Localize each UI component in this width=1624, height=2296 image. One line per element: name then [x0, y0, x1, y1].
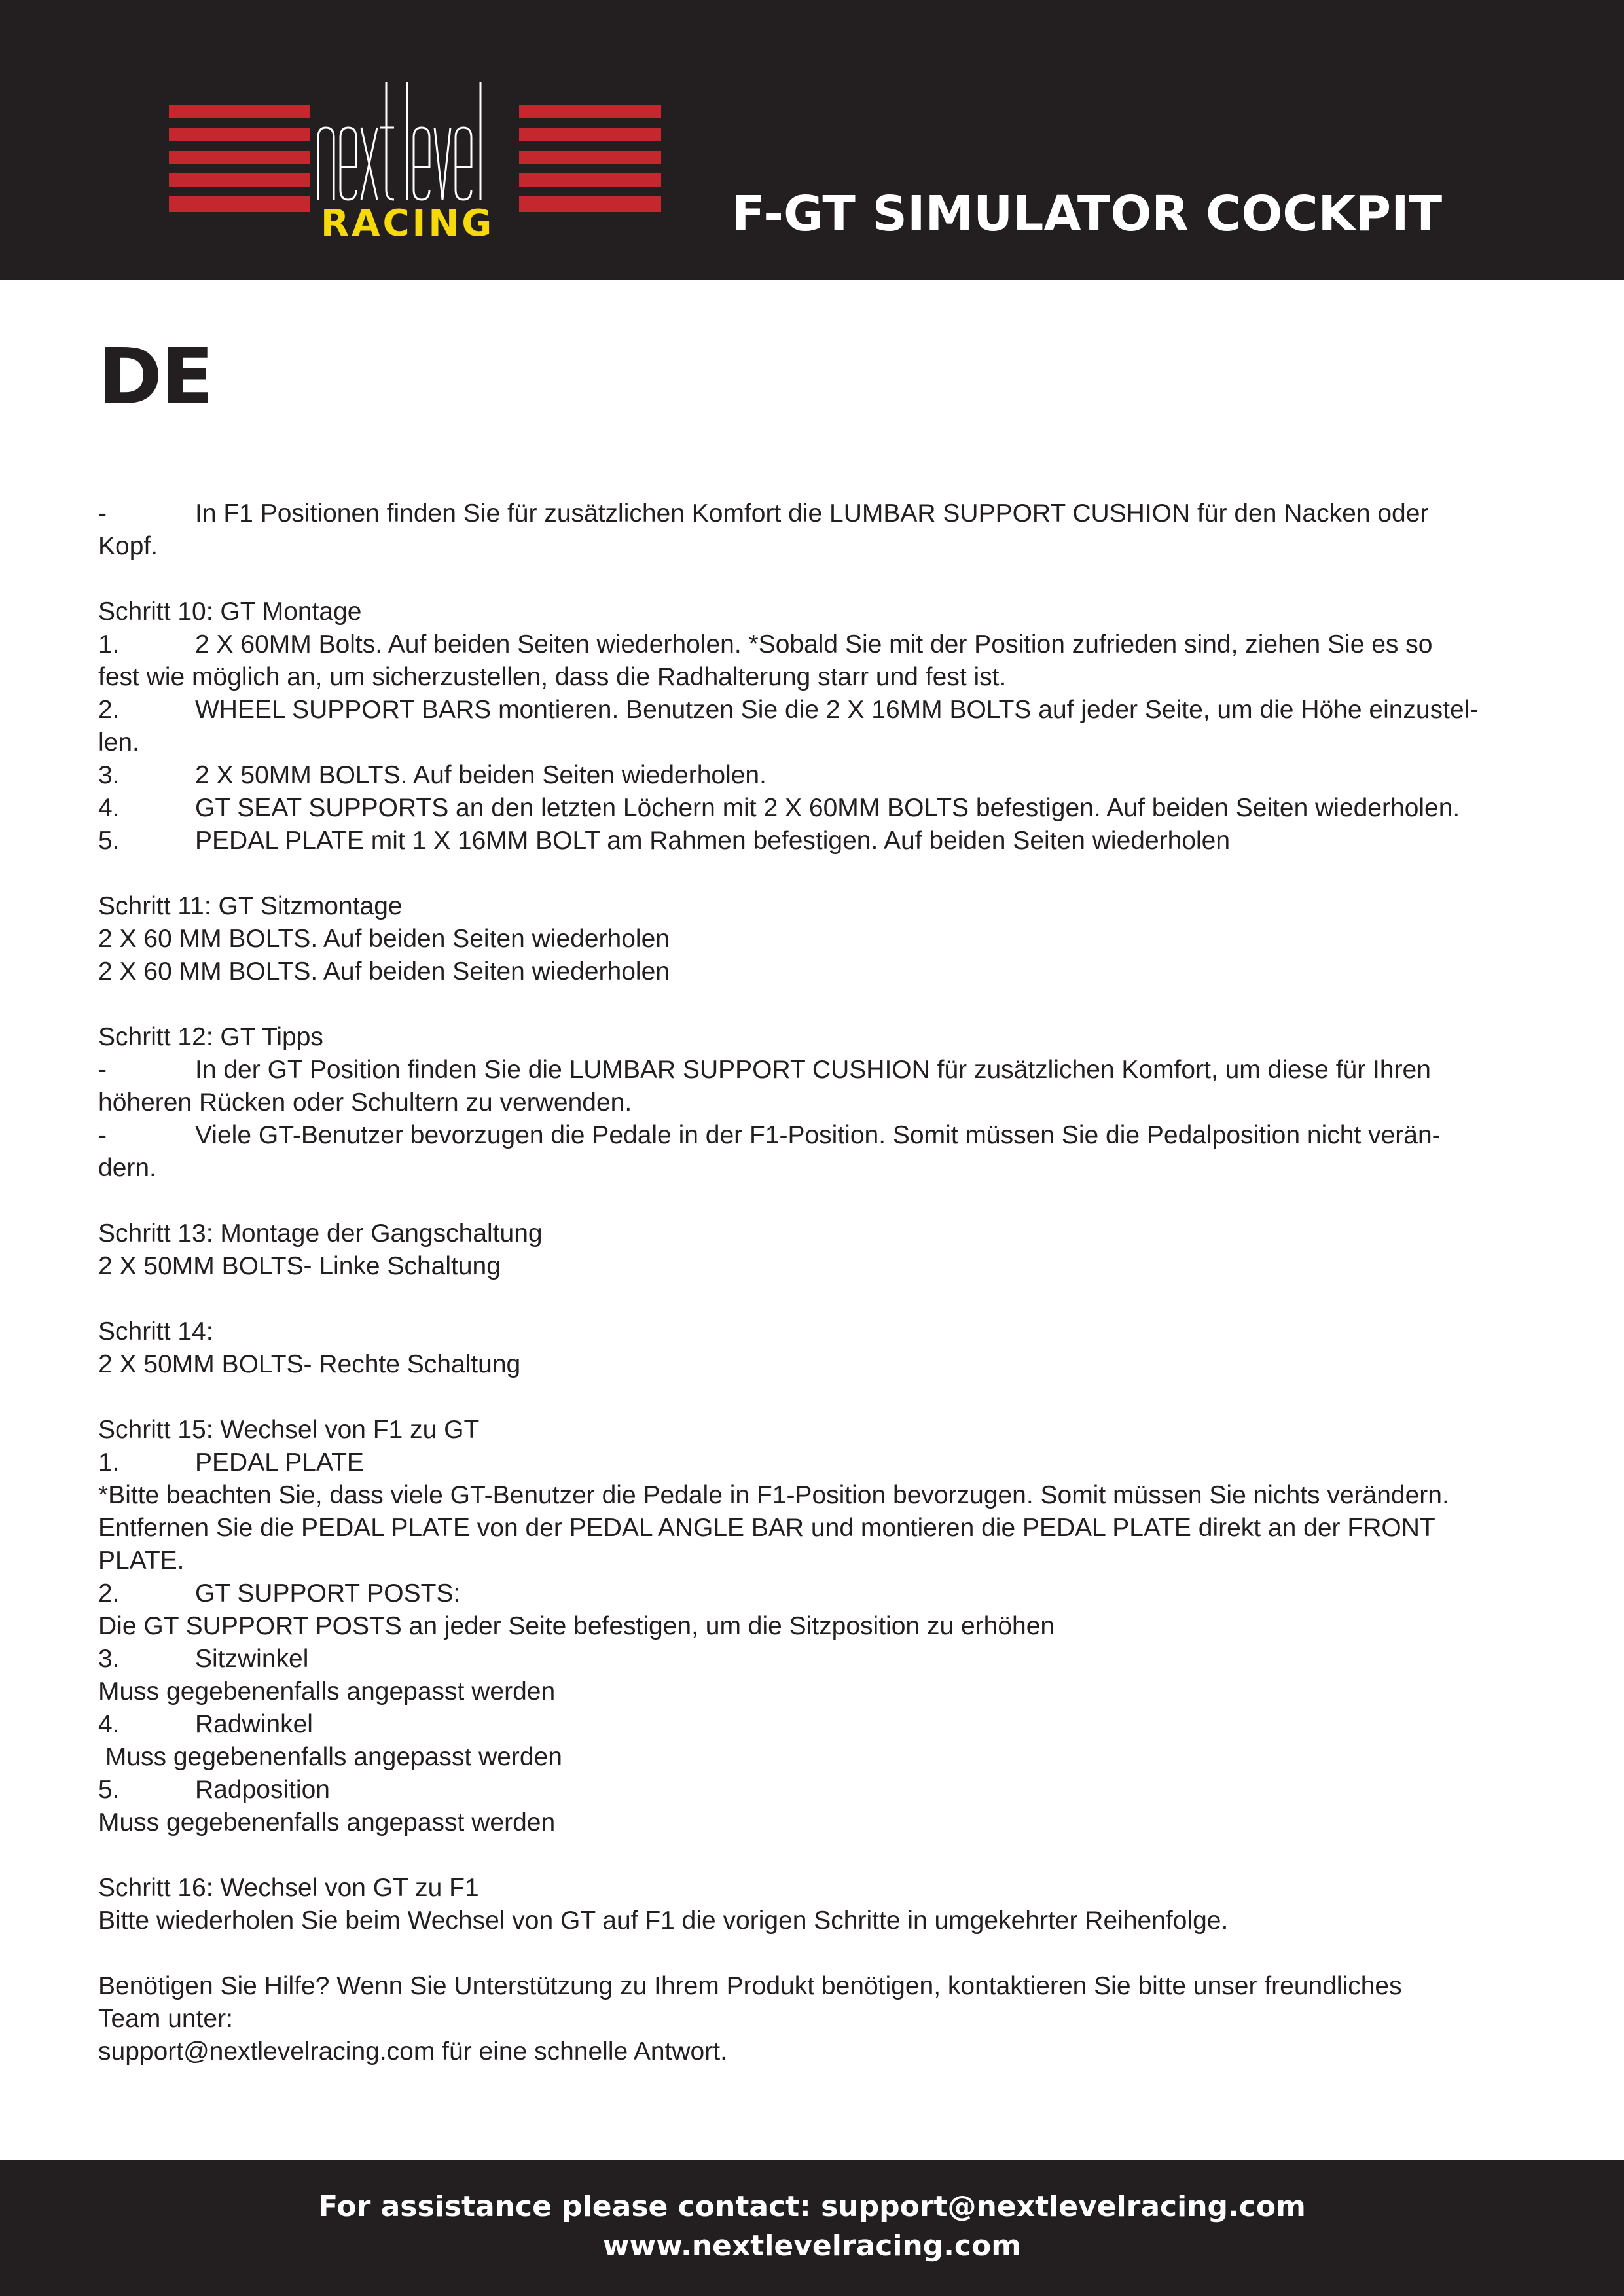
- language-heading: DE: [98, 331, 213, 422]
- item-text: GT SEAT SUPPORTS an den letzten Löchern mit 2 X 60MM BOLTS befestigen. Auf beiden Seiten wiederholen.: [195, 794, 1460, 822]
- intro-item: [98, 497, 1525, 530]
- step-10-item: [98, 759, 1525, 792]
- item-text: Radposition: [195, 1776, 330, 1804]
- item-text-cont: dern.: [98, 1154, 156, 1182]
- item-text: Viele GT-Benutzer bevorzugen die Pedale in der F1-Position. Somit müssen Sie die Pedalposition nicht verän-: [195, 1121, 1441, 1149]
- step-15-item: [98, 1708, 1525, 1741]
- intro-text-cont: Kopf.: [98, 532, 158, 560]
- intro-text: In F1 Positionen finden Sie für zusätzlichen Komfort die LUMBAR SUPPORT CUSHION für den Nacken oder: [195, 499, 1429, 528]
- header-bar: [0, 0, 1624, 280]
- bullet-marker: -: [98, 1121, 107, 1149]
- footer-bar: [0, 2160, 1624, 2296]
- item-text: PEDAL PLATE: [195, 1448, 364, 1477]
- bullet-marker: -: [98, 499, 107, 528]
- item-number: 2.: [98, 696, 120, 724]
- item-text: In der GT Position finden Sie die LUMBAR SUPPORT CUSHION für zusätzlichen Komfort, um diese für Ihren: [195, 1056, 1431, 1084]
- step-14-title: Schritt 14:: [98, 1318, 213, 1346]
- step-14-line: 2 X 50MM BOLTS- Rechte Schaltung: [98, 1350, 521, 1378]
- step-11-title: Schritt 11: GT Sitzmontage: [98, 892, 403, 920]
- step-16-line: Bitte wiederholen Sie beim Wechsel von GT auf F1 die vorigen Schritte in umgekehrter Reihenfolge.: [98, 1907, 1229, 1935]
- step-10-item: [98, 825, 1525, 857]
- step-10-item: [98, 792, 1525, 825]
- item-number: 5.: [98, 827, 120, 855]
- step-15-desc: Muss gegebenenfalls angepasst werden: [98, 1743, 562, 1771]
- step-13-line: 2 X 50MM BOLTS- Linke Schaltung: [98, 1252, 501, 1280]
- step-15-desc: Muss gegebenenfalls angepasst werden: [98, 1677, 556, 1706]
- help-text: Team unter:: [98, 2005, 233, 2033]
- step-15-note: *Bitte beachten Sie, dass viele GT-Benutzer die Pedale in F1-Position bevorzugen. Somit müssen Sie nichts verändern.: [98, 1481, 1449, 1509]
- item-text-cont: höheren Rücken oder Schultern zu verwenden.: [98, 1088, 632, 1117]
- step-10-title: Schritt 10: GT Montage: [98, 598, 362, 626]
- step-15-item: [98, 1446, 1525, 1479]
- item-text: PEDAL PLATE mit 1 X 16MM BOLT am Rahmen befestigen. Auf beiden Seiten wiederholen: [195, 827, 1231, 855]
- item-number: 1.: [98, 1448, 120, 1477]
- next-level-racing-logo: [169, 75, 661, 239]
- footer-assistance-text: For assistance please contact: support@nextlevelracing.com: [318, 2190, 1306, 2223]
- step-12-title: Schritt 12: GT Tipps: [98, 1023, 323, 1051]
- support-contact: support@nextlevelracing.com für eine schnelle Antwort.: [98, 2037, 727, 2066]
- step-15-note: Entfernen Sie die PEDAL PLATE von der PEDAL ANGLE BAR und montieren die PEDAL PLATE direkt an der FRONT: [98, 1514, 1435, 1542]
- step-13-title: Schritt 13: Montage der Gangschaltung: [98, 1219, 543, 1247]
- footer-website-link[interactable]: www.nextlevelracing.com: [602, 2229, 1022, 2263]
- step-10-item: [98, 628, 1525, 661]
- item-number: 4.: [98, 1710, 120, 1738]
- step-15-desc: Muss gegebenenfalls angepasst werden: [98, 1808, 556, 1837]
- step-11-line: 2 X 60 MM BOLTS. Auf beiden Seiten wiederholen: [98, 925, 670, 953]
- step-15-item: [98, 1643, 1525, 1676]
- item-number: 3.: [98, 1645, 120, 1673]
- help-text: Benötigen Sie Hilfe? Wenn Sie Unterstützung zu Ihrem Produkt benötigen, kontaktieren Sie bitte unser freundliches: [98, 1972, 1402, 2000]
- item-text: Radwinkel: [195, 1710, 313, 1738]
- item-text-cont: len.: [98, 728, 139, 757]
- svg-text:RACING: RACING: [321, 202, 495, 239]
- item-text: WHEEL SUPPORT BARS montieren. Benutzen Sie die 2 X 16MM BOLTS auf jeder Seite, um die Höhe einzustel-: [195, 696, 1479, 724]
- item-text: 2 X 60MM Bolts. Auf beiden Seiten wiederholen. *Sobald Sie mit der Position zufrieden sind, ziehen Sie es so: [195, 630, 1433, 658]
- step-15-desc: Die GT SUPPORT POSTS an jeder Seite befestigen, um die Sitzposition zu erhöhen: [98, 1612, 1055, 1640]
- document-title: F-GT SIMULATOR COCKPIT: [732, 186, 1443, 242]
- item-number: 1.: [98, 630, 120, 658]
- step-12-item: [98, 1054, 1525, 1086]
- item-number: 2.: [98, 1579, 120, 1607]
- step-16-title: Schritt 16: Wechsel von GT zu F1: [98, 1874, 479, 1902]
- bullet-marker: -: [98, 1056, 107, 1084]
- instructions-body: [98, 497, 1525, 2068]
- step-12-item: [98, 1119, 1525, 1152]
- step-11-line: 2 X 60 MM BOLTS. Auf beiden Seiten wiederholen: [98, 958, 670, 986]
- item-text: GT SUPPORT POSTS:: [195, 1579, 461, 1607]
- item-number: 4.: [98, 794, 120, 822]
- step-15-note: PLATE.: [98, 1547, 185, 1575]
- item-text-cont: fest wie möglich an, um sicherzustellen, dass die Radhalterung starr und fest ist.: [98, 663, 1007, 691]
- step-15-item: [98, 1577, 1525, 1610]
- item-number: 5.: [98, 1776, 120, 1804]
- step-15-title: Schritt 15: Wechsel von F1 zu GT: [98, 1416, 480, 1444]
- step-10-item: [98, 694, 1525, 726]
- item-text: Sitzwinkel: [195, 1645, 309, 1673]
- step-15-item: [98, 1774, 1525, 1806]
- item-text: 2 X 50MM BOLTS. Auf beiden Seiten wiederholen.: [195, 761, 767, 789]
- item-number: 3.: [98, 761, 120, 789]
